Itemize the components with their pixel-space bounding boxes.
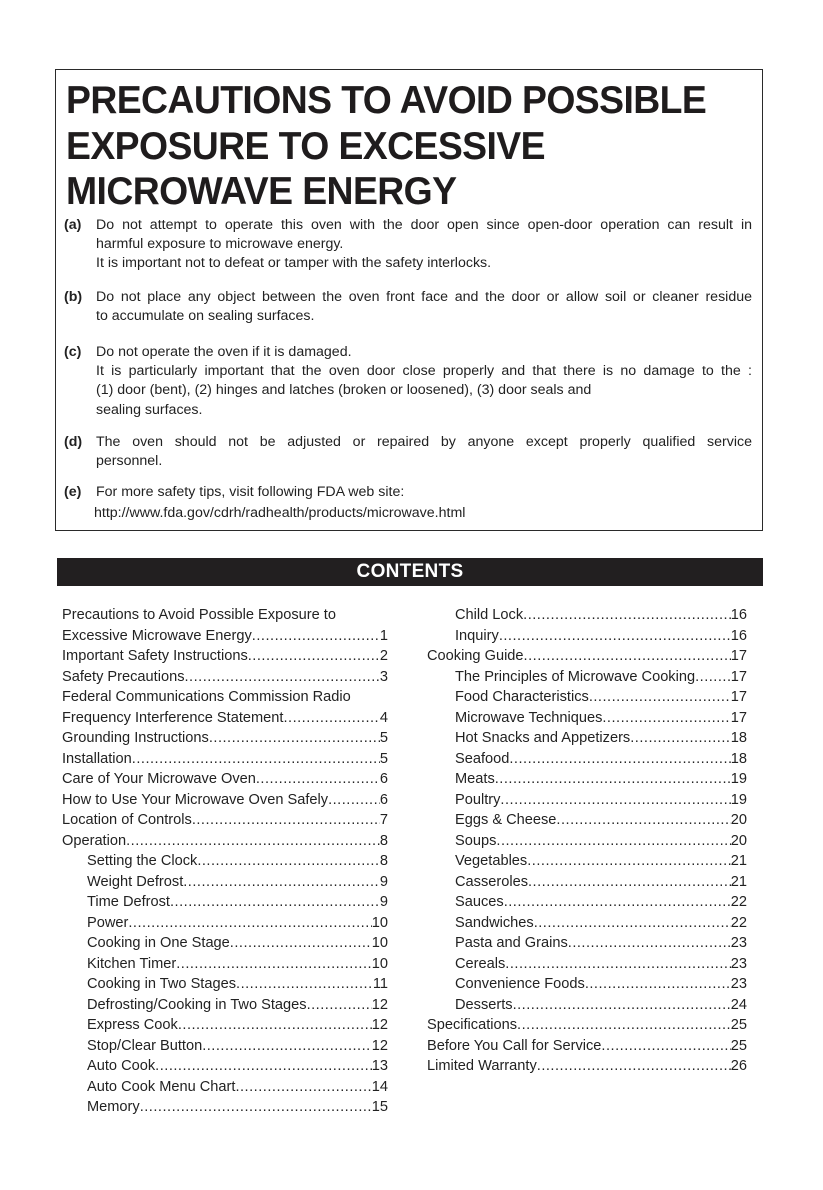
- item-line: The oven should not be adjusted or repaired by anyone except properly qualified service: [96, 434, 752, 450]
- toc-entry-title: Express Cook: [87, 1017, 178, 1033]
- toc-leader-dots: [328, 790, 380, 810]
- toc-entry-title: Desserts: [455, 996, 513, 1013]
- precaution-item-b: [64, 288, 752, 326]
- toc-leader-dots: [307, 995, 372, 1015]
- toc-leader-dots: [500, 790, 730, 810]
- toc-entry[interactable]: [87, 1056, 388, 1076]
- toc-page-number: 8: [379, 853, 388, 869]
- toc-leader-dots: [202, 1036, 372, 1056]
- toc-entry-title: Frequency Interference Statement: [62, 709, 284, 726]
- toc-entry[interactable]: [62, 769, 388, 789]
- toc-entry-title: Hot Snacks and Appetizers: [455, 730, 631, 746]
- precaution-item-c: [64, 343, 752, 420]
- toc-leader-dots: [185, 667, 380, 687]
- toc-entry-title: Cooking in One Stage: [87, 935, 230, 951]
- toc-page-number: 13: [371, 1058, 388, 1074]
- toc-entry-title: Eggs & Cheese: [455, 812, 557, 828]
- toc-entry[interactable]: [87, 892, 388, 912]
- toc-entry[interactable]: [62, 790, 388, 810]
- toc-page-number: 12: [371, 996, 388, 1013]
- toc-leader-dots: [602, 708, 730, 728]
- toc-entry-title: Specifications: [427, 1017, 518, 1033]
- toc-entry-title: Poultry: [455, 791, 501, 808]
- toc-entry-title: Convenience Foods: [455, 976, 585, 992]
- toc-leader-dots: [524, 646, 731, 666]
- toc-leader-dots: [585, 974, 731, 994]
- item-label: (a): [64, 217, 82, 233]
- toc-page-number: 17: [730, 648, 747, 664]
- toc-entry-title: Limited Warranty: [427, 1058, 537, 1074]
- toc-entry[interactable]: [455, 708, 747, 728]
- toc-entry-title: How to Use Your Microwave Oven Safely: [62, 791, 329, 808]
- toc-page-number: 9: [379, 873, 388, 890]
- toc-leader-dots: [523, 605, 731, 625]
- toc-entry-title: The Principles of Microwave Cooking: [455, 668, 696, 685]
- toc-page-number: 17: [730, 689, 747, 705]
- toc-entry-title: Precautions to Avoid Possible Exposure to: [62, 607, 336, 623]
- toc-entry-title: Safety Precautions: [62, 668, 185, 685]
- toc-entry[interactable]: [87, 1077, 388, 1097]
- toc-entry[interactable]: [455, 954, 747, 974]
- toc-leader-dots: [509, 749, 730, 769]
- toc-leader-dots: [176, 954, 372, 974]
- toc-entry-title: Inquiry: [455, 627, 499, 644]
- toc-entry-title: Setting the Clock: [87, 853, 198, 869]
- toc-leader-dots: [128, 913, 371, 933]
- toc-entry-title: Kitchen Timer: [87, 955, 177, 972]
- item-line: personnel.: [96, 453, 163, 470]
- toc-entry-title: Soups: [455, 832, 497, 849]
- toc-entry[interactable]: [62, 626, 388, 646]
- toc-page-number: 19: [730, 771, 747, 787]
- toc-entry-title: Care of Your Microwave Oven: [62, 771, 256, 787]
- toc-entry[interactable]: [62, 687, 388, 707]
- toc-entry[interactable]: [87, 913, 388, 933]
- precautions-title: [66, 78, 745, 215]
- toc-page-number: 3: [379, 668, 388, 685]
- toc-leader-dots: [568, 933, 731, 953]
- toc-entry[interactable]: [87, 851, 388, 871]
- toc-entry-title: Cereals: [455, 955, 506, 972]
- toc-leader-dots: [230, 933, 372, 953]
- toc-page-number: 14: [371, 1078, 388, 1095]
- toc-entry[interactable]: [455, 995, 747, 1015]
- toc-entry[interactable]: [87, 872, 388, 892]
- toc-page-number: 17: [730, 668, 747, 685]
- toc-page-number: 17: [730, 709, 747, 726]
- item-line: It is important not to defeat or tamper with the safety interlocks.: [96, 255, 492, 272]
- toc-leader-dots: [537, 1056, 731, 1076]
- toc-entry-title: Grounding Instructions: [62, 730, 209, 746]
- toc-entry-title: Casseroles: [455, 873, 528, 890]
- toc-page-number: 18: [730, 730, 747, 746]
- toc-leader-dots: [256, 769, 380, 789]
- toc-leader-dots: [192, 810, 380, 830]
- toc-page-number: 26: [730, 1058, 747, 1074]
- toc-leader-dots: [140, 1097, 372, 1117]
- toc-page-number: 23: [730, 935, 747, 951]
- toc-entry[interactable]: [455, 626, 747, 646]
- toc-entry-title: Sauces: [455, 894, 504, 910]
- toc-entry[interactable]: [62, 749, 388, 769]
- toc-entry[interactable]: [62, 810, 388, 830]
- toc-page-number: 15: [371, 1099, 388, 1115]
- toc-page-number: 2: [379, 648, 388, 664]
- toc-leader-dots: [132, 749, 380, 769]
- item-line: (1) door (bent), (2) hinges and latches (broken or loosened), (3) door seals and: [96, 382, 592, 399]
- toc-entry[interactable]: [455, 790, 747, 810]
- toc-entry-title: Excessive Microwave Energy: [62, 627, 252, 644]
- toc-page-number: 25: [730, 1037, 747, 1054]
- toc-entry[interactable]: [62, 646, 388, 666]
- toc-leader-dots: [170, 892, 380, 912]
- toc-entry[interactable]: [427, 646, 747, 666]
- item-label: (e): [64, 484, 82, 500]
- toc-entry-title: Federal Communications Commission Radio: [62, 689, 351, 705]
- toc-entry-title: Memory: [87, 1099, 140, 1115]
- toc-leader-dots: [155, 1056, 372, 1076]
- toc-entry-title: Cooking in Two Stages: [87, 976, 237, 992]
- title-line: PRECAUTIONS TO AVOID POSSIBLE: [66, 79, 707, 122]
- toc-page-number: 22: [730, 914, 747, 931]
- toc-leader-dots: [517, 1015, 731, 1035]
- toc-leader-dots: [601, 1036, 730, 1056]
- toc-entry[interactable]: [62, 728, 388, 748]
- toc-leader-dots: [283, 708, 379, 728]
- toc-entry-title: Sandwiches: [455, 914, 534, 931]
- toc-entry[interactable]: [455, 872, 747, 892]
- toc-leader-dots: [589, 687, 731, 707]
- toc-leader-dots: [197, 851, 380, 871]
- toc-leader-dots: [178, 1015, 372, 1035]
- toc-leader-dots: [534, 913, 731, 933]
- precaution-item-d: [64, 433, 752, 471]
- toc-page-number: 23: [730, 955, 747, 972]
- toc-entry-title: Auto Cook: [87, 1058, 156, 1074]
- item-label: (d): [64, 434, 83, 450]
- toc-entry-title: Time Defrost: [87, 894, 170, 910]
- toc-entry[interactable]: [87, 1036, 388, 1056]
- toc-entry[interactable]: [87, 974, 388, 994]
- item-label: (b): [64, 289, 83, 305]
- toc-page-number: 21: [730, 873, 747, 890]
- toc-page-number: 10: [371, 914, 388, 931]
- toc-entry-title: Before You Call for Service: [427, 1037, 602, 1054]
- toc-entry-title: Weight Defrost: [87, 873, 184, 890]
- toc-page-number: 25: [730, 1017, 747, 1033]
- toc-entry[interactable]: [62, 667, 388, 687]
- toc-page-number: 12: [371, 1037, 388, 1054]
- toc-entry[interactable]: [427, 1015, 747, 1035]
- toc-entry-title: Cooking Guide: [427, 648, 524, 664]
- toc-entry-title: Food Characteristics: [455, 689, 589, 705]
- toc-entry[interactable]: [455, 769, 747, 789]
- contents-heading: CONTENTS: [57, 558, 763, 586]
- toc-entry[interactable]: [455, 933, 747, 953]
- title-line: EXPOSURE TO EXCESSIVE: [66, 124, 545, 168]
- toc-entry-title: Stop/Clear Button: [87, 1037, 203, 1054]
- item-line: harmful exposure to microwave energy.: [96, 236, 344, 253]
- item-line: sealing surfaces.: [96, 401, 203, 418]
- toc-entry[interactable]: [427, 1036, 747, 1056]
- toc-entry[interactable]: [62, 605, 388, 625]
- toc-entry[interactable]: [87, 954, 388, 974]
- toc-leader-dots: [504, 892, 731, 912]
- item-label: (c): [64, 344, 82, 360]
- toc-entry-title: Power: [87, 914, 129, 931]
- toc-leader-dots: [499, 626, 731, 646]
- toc-entry[interactable]: [87, 1097, 388, 1117]
- toc-entry-title: Pasta and Grains: [455, 935, 568, 951]
- toc-entry[interactable]: [62, 831, 388, 851]
- toc-page-number: 5: [379, 730, 388, 746]
- toc-leader-dots: [236, 974, 373, 994]
- toc-entry[interactable]: [455, 892, 747, 912]
- item-line: It is particularly important that the oven door close properly and that there is no damage to the :: [96, 363, 752, 380]
- toc-leader-dots: [209, 728, 380, 748]
- toc-leader-dots: [630, 728, 731, 748]
- toc-entry[interactable]: [455, 851, 747, 871]
- toc-leader-dots: [496, 831, 730, 851]
- toc-leader-dots: [248, 646, 380, 666]
- toc-leader-dots: [695, 667, 731, 687]
- toc-page-number: 19: [730, 791, 747, 808]
- fda-link[interactable]: http://www.fda.gov/cdrh/radhealth/products/microwave.html: [94, 505, 466, 521]
- toc-page-number: 6: [379, 771, 388, 787]
- item-line: Do not attempt to operate this oven with the door open since open-door operation can result in: [96, 217, 752, 233]
- toc-entry-title: Seafood: [455, 750, 510, 767]
- toc-leader-dots: [513, 995, 731, 1015]
- item-line: Do not place any object between the oven front face and the door or allow soil or cleaner residue: [96, 289, 752, 305]
- toc-page-number: 11: [372, 976, 388, 992]
- toc-page-number: 8: [379, 832, 388, 849]
- toc-entry[interactable]: [87, 995, 388, 1015]
- toc-leader-dots: [252, 626, 380, 646]
- toc-entry-title: Important Safety Instructions: [62, 648, 248, 664]
- toc-page-number: 12: [371, 1017, 388, 1033]
- toc-leader-dots: [126, 831, 380, 851]
- toc-entry-title: Operation: [62, 832, 127, 849]
- toc-entry-title: Installation: [62, 750, 132, 767]
- toc-page-number: 9: [379, 894, 388, 910]
- toc-entry[interactable]: [455, 687, 747, 707]
- item-line: For more safety tips, visit following FDA web site:: [96, 484, 405, 500]
- toc-page-number: 16: [730, 627, 747, 644]
- toc-leader-dots: [235, 1077, 371, 1097]
- toc-page-number: 10: [371, 935, 388, 951]
- toc-page-number: 16: [730, 607, 747, 623]
- toc-page-number: 10: [371, 955, 388, 972]
- item-line: to accumulate on sealing surfaces.: [96, 308, 315, 325]
- precaution-item-a: [64, 216, 752, 274]
- toc-leader-dots: [528, 872, 731, 892]
- toc-entry-title: Auto Cook Menu Chart: [87, 1078, 236, 1095]
- toc-entry[interactable]: [455, 913, 747, 933]
- toc-entry-title: Vegetables: [455, 853, 528, 869]
- toc-entry[interactable]: [455, 605, 747, 625]
- toc-page-number: 6: [379, 791, 388, 808]
- toc-entry[interactable]: [87, 1015, 388, 1035]
- toc-page-number: 5: [379, 750, 388, 767]
- toc-entry[interactable]: [427, 1056, 747, 1076]
- toc-page-number: 20: [730, 812, 747, 828]
- precaution-item-e: [64, 482, 752, 524]
- toc-entry-title: Defrosting/Cooking in Two Stages: [87, 996, 307, 1013]
- toc-leader-dots: [495, 769, 731, 789]
- title-line: MICROWAVE ENERGY: [66, 170, 457, 213]
- item-line: Do not operate the oven if it is damaged.: [96, 344, 352, 360]
- toc-page-number: 22: [730, 894, 747, 910]
- toc-page-number: 24: [730, 996, 747, 1013]
- toc-entry[interactable]: [455, 728, 747, 748]
- toc-page-number: 1: [379, 627, 388, 644]
- toc-entry[interactable]: [455, 749, 747, 769]
- toc-page-number: 18: [730, 750, 747, 767]
- toc-leader-dots: [556, 810, 730, 830]
- toc-entry[interactable]: [455, 974, 747, 994]
- toc-page-number: 20: [730, 832, 747, 849]
- toc-page-number: 4: [379, 709, 388, 726]
- toc-entry-title: Microwave Techniques: [455, 709, 603, 726]
- toc-page-number: 21: [730, 853, 747, 869]
- toc-entry-title: Meats: [455, 771, 495, 787]
- toc-entry[interactable]: [455, 667, 747, 687]
- toc-entry[interactable]: [455, 810, 747, 830]
- toc-leader-dots: [505, 954, 730, 974]
- toc-entry[interactable]: [455, 831, 747, 851]
- toc-entry[interactable]: [87, 933, 388, 953]
- toc-entry-title: Location of Controls: [62, 812, 192, 828]
- toc-leader-dots: [527, 851, 731, 871]
- toc-page-number: 23: [730, 976, 747, 992]
- toc-leader-dots: [183, 872, 380, 892]
- toc-entry-title: Child Lock: [455, 607, 524, 623]
- toc-page-number: 7: [379, 812, 388, 828]
- toc-entry[interactable]: [62, 708, 388, 728]
